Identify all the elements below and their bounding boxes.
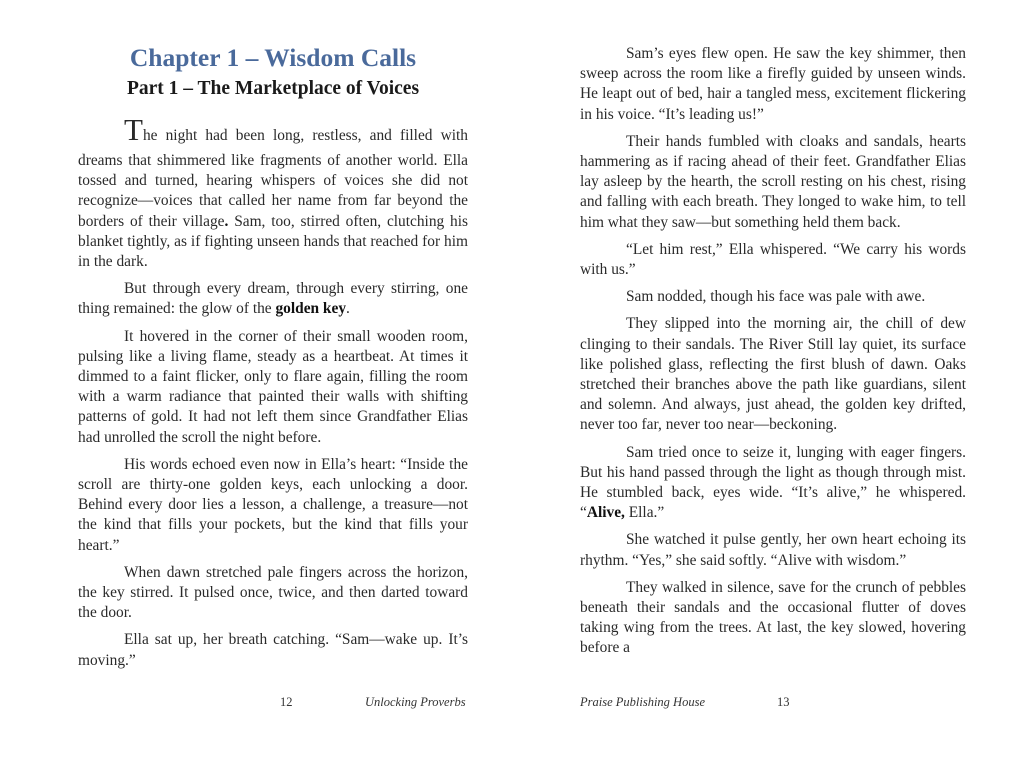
paragraph-7: She watched it pulse gently, her own heart echoing its rhythm. “Yes,” she said softly. “Alive with wisdom.” bbox=[580, 531, 966, 569]
paragraph-2 bbox=[78, 279, 468, 319]
paragraph-2-text-b: . bbox=[346, 300, 350, 318]
running-title-left: Unlocking Proverbs bbox=[365, 695, 466, 709]
paragraph-2: Their hands fumbled with cloaks and sandals, hearts hammering as if racing ahead of their feet. Grandfather Elias lay asleep by the hearth, the scroll resting on his chest, rising and falling with each breath. They longed to wake him, to tell him what they saw—but something held them back. bbox=[580, 132, 966, 231]
paragraph-1-text-b: Sam, too, stirred often, clutching his blanket tightly, as if fighting unseen hands that reached for him in the dark. bbox=[78, 212, 468, 271]
paragraph-6-text-b: Ella.” bbox=[624, 504, 665, 522]
paragraph-1 bbox=[78, 112, 468, 272]
paragraph-1-line-1: he night had been long, restless, and filled with bbox=[142, 127, 468, 144]
paragraph-4: Sam nodded, though his face was pale with awe. bbox=[626, 288, 926, 306]
paragraph-3: “Let him rest,” Ella whispered. “We carry his words with us.” bbox=[580, 240, 966, 279]
paragraph-1-bold-period: . bbox=[224, 212, 229, 230]
part-title: Part 1 – The Marketplace of Voices bbox=[126, 78, 420, 99]
paragraph-6-text-a: Sam tried once to seize it, lunging with eager fingers. But his hand passed through the light as though through mist. He stumbled back, eyes wide. “It’s alive,” he whispered. “ bbox=[580, 443, 966, 522]
right-page bbox=[580, 0, 966, 768]
paragraph-8: They walked in silence, save for the crunch of pebbles beneath their sandals and the occasional flutter of doves taking wing from the trees. At last, the key slowed, hovering before a bbox=[580, 578, 966, 657]
drop-cap: T bbox=[124, 112, 143, 147]
paragraph-1: Sam’s eyes flew open. He saw the key shimmer, then sweep across the room like a firefly guided by unseen winds. He leapt out of bed, hair a tangled mess, excitement flickering in his voice. “It’s leading us!” bbox=[580, 45, 966, 123]
paragraph-2-text-a: But through every dream, through every stirring, one thing remained: the glow of the bbox=[78, 280, 468, 318]
golden-key-emphasis: golden key bbox=[275, 300, 347, 318]
paragraph-1-text-a: dreams that shimmered like fragments of another world. Ella tossed and turned, hearing whispers of voices she did not recognize—voices that called her name from far beyond the borders of their village bbox=[78, 152, 468, 230]
left-page bbox=[78, 0, 468, 768]
paragraph-6 bbox=[580, 443, 966, 524]
paragraph-5: They slipped into the morning air, the chill of dew clinging to their sandals. The River Still lay quiet, its surface like polished glass, reflecting the first blush of dawn. Oaks stretched their branches above the path like guardians, silent and solemn. And always, just ahead, the golden key drifted, never too far, never too near—beckoning. bbox=[580, 315, 966, 434]
paragraph-5: When dawn stretched pale fingers across the horizon, the key stirred. It pulsed once, twice, and then darted toward the door. bbox=[78, 563, 468, 622]
right-page-body bbox=[580, 44, 966, 666]
left-page-body bbox=[78, 112, 468, 678]
paragraph-3: It hovered in the corner of their small wooden room, pulsing like a living flame, steady as a heartbeat. At times it dimmed to a faint flicker, only to flare again, filling the room with a warm radiance that painted their walls with shifting patterns of gold. It had not left them since Grandfather Elias had unrolled the scroll the night before. bbox=[78, 327, 468, 446]
chapter-title: Chapter 1 – Wisdom Calls bbox=[129, 43, 417, 72]
page-number-right: 13 bbox=[777, 695, 790, 709]
alive-emphasis: Alive, bbox=[586, 504, 625, 522]
paragraph-6: Ella sat up, her breath catching. “Sam—wake up. It’s moving.” bbox=[78, 631, 468, 669]
running-title-right: Praise Publishing House bbox=[580, 695, 705, 709]
page-number-left: 12 bbox=[280, 695, 293, 709]
paragraph-4: His words echoed even now in Ella’s heart: “Inside the scroll are thirty-one golden keys, each unlocking a door. Behind every door lies a lesson, a challenge, a treasure—not the kind that fills your pockets, but the kind that fills your heart.” bbox=[78, 455, 468, 554]
